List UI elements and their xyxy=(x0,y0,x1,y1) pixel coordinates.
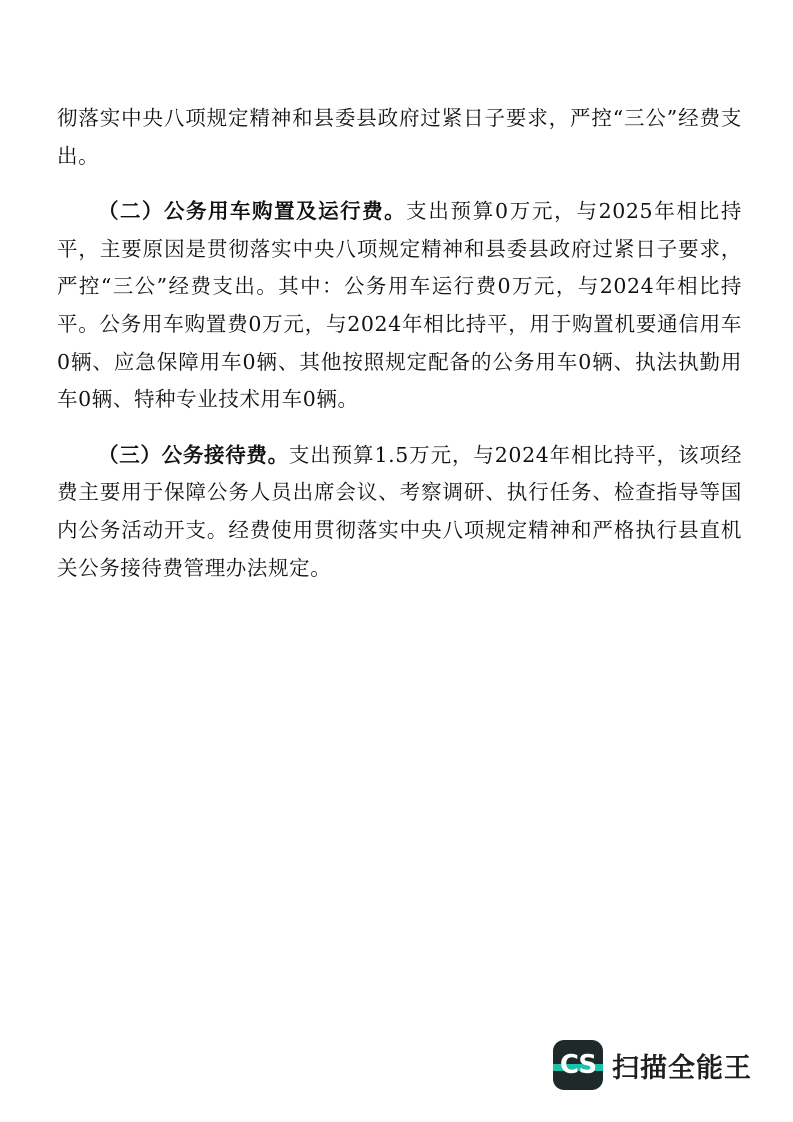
paragraph-text: 支出预算0万元，与2025年相比持平，主要原因是贯彻落实中央八项规定精神和县委县政府过紧日子要求，严控“三公”经费支出。其中：公务用车运行费0万元，与2024年相比持平。公务用车购置费0万元，与2024年相比持平，用于购置机要通信用车0辆、应急保障用车0辆、其他按照规定配备的公务用车0辆、执法执勤用车0辆、特种专业技术用车0辆。 xyxy=(57,199,742,412)
paragraph-vehicle-costs xyxy=(57,193,742,419)
logo-text: CS xyxy=(559,1050,597,1080)
section-heading-reception: （三）公务接待费。 xyxy=(98,442,289,467)
section-heading-vehicle: （二）公务用车购置及运行费。 xyxy=(98,199,407,224)
camscanner-logo-icon xyxy=(553,1040,603,1090)
camscanner-watermark xyxy=(553,1040,752,1090)
paragraph-text: 彻落实中央八项规定精神和县委县政府过紧日子要求，严控“三公”经费支出。 xyxy=(57,106,742,168)
paragraph-continuation xyxy=(57,100,742,175)
watermark-app-name: 扫描全能王 xyxy=(612,1052,752,1084)
document-body xyxy=(57,100,742,587)
paragraph-reception-costs xyxy=(57,437,742,587)
paragraph-text: 支出预算1.5万元，与2024年相比持平，该项经费主要用于保障公务人员出席会议、考察调研、执行任务、检查指导等国内公务活动开支。经费使用贯彻落实中央八项规定精神和严格执行县直机关公务接待费管理办法规定。 xyxy=(57,442,742,580)
